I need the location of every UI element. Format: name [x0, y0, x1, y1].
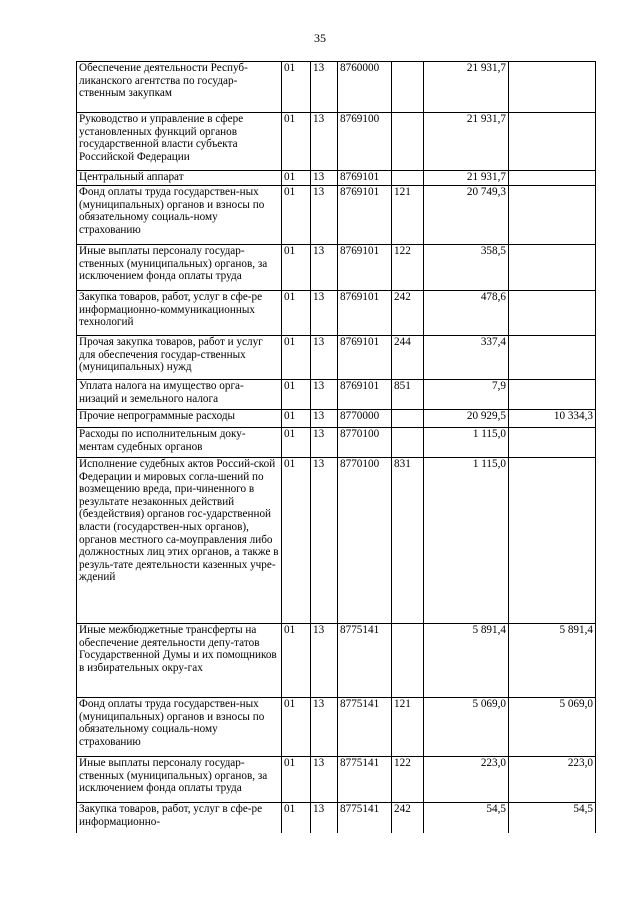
row-target-code: 8770100 — [338, 428, 392, 458]
row-target-code: 8775141 — [338, 624, 392, 698]
table-row — [77, 757, 596, 803]
row-amount-federal: 5 069,0 — [509, 698, 596, 757]
row-name: Закупка товаров, работ, услуг в сфе-ре информационно- — [77, 803, 282, 833]
row-section-code: 01 — [282, 62, 311, 113]
row-amount-federal — [509, 171, 596, 186]
row-expense-type-code: 122 — [392, 245, 424, 291]
row-amount: 20 929,5 — [424, 410, 509, 428]
row-target-code: 8770000 — [338, 410, 392, 428]
budget-table-body — [77, 62, 596, 833]
row-subsection-code: 13 — [311, 245, 338, 291]
row-target-code: 8760000 — [338, 62, 392, 113]
row-amount-federal — [509, 186, 596, 245]
row-name: Закупка товаров, работ, услуг в сфе-ре информационно-коммуникационных технологий — [77, 291, 282, 336]
row-amount: 1 115,0 — [424, 428, 509, 458]
row-subsection-code: 13 — [311, 186, 338, 245]
row-amount: 5 069,0 — [424, 698, 509, 757]
row-amount-federal: 10 334,3 — [509, 410, 596, 428]
row-name: Исполнение судебных актов Россий-ской Федерации и мировых согла-шений по возмещению вреда, при-чиненного в результате незаконных действий (бездействия) органов гос-ударственной власти (государствен-ных органов), органов местного са-моуправления либо должностных лиц этих органов, а также в резуль-тате деятельности казенных учре-ждений — [77, 458, 282, 624]
row-amount-federal — [509, 380, 596, 410]
table-row — [77, 291, 596, 336]
table-row — [77, 186, 596, 245]
row-section-code: 01 — [282, 428, 311, 458]
row-section-code: 01 — [282, 803, 311, 833]
row-target-code: 8775141 — [338, 698, 392, 757]
row-subsection-code: 13 — [311, 757, 338, 803]
row-target-code: 8769100 — [338, 113, 392, 171]
row-subsection-code: 13 — [311, 291, 338, 336]
row-section-code: 01 — [282, 757, 311, 803]
row-amount-federal — [509, 458, 596, 624]
row-target-code: 8775141 — [338, 757, 392, 803]
table-row — [77, 624, 596, 698]
row-section-code: 01 — [282, 336, 311, 380]
row-name: Прочие непрограммные расходы — [77, 410, 282, 428]
row-amount: 223,0 — [424, 757, 509, 803]
row-section-code: 01 — [282, 624, 311, 698]
row-amount: 478,6 — [424, 291, 509, 336]
table-row — [77, 698, 596, 757]
row-subsection-code: 13 — [311, 410, 338, 428]
row-amount-federal — [509, 291, 596, 336]
row-expense-type-code — [392, 410, 424, 428]
row-expense-type-code — [392, 113, 424, 171]
row-target-code: 8769101 — [338, 336, 392, 380]
row-subsection-code: 13 — [311, 428, 338, 458]
row-target-code: 8770100 — [338, 458, 392, 624]
row-subsection-code: 13 — [311, 62, 338, 113]
row-target-code: 8769101 — [338, 245, 392, 291]
row-section-code: 01 — [282, 698, 311, 757]
row-expense-type-code — [392, 62, 424, 113]
row-section-code: 01 — [282, 186, 311, 245]
row-name: Иные межбюджетные трансферты на обеспечение деятельности депу-татов Государственной Думы и их помощников в избирательных окру-гах — [77, 624, 282, 698]
row-expense-type-code: 242 — [392, 291, 424, 336]
row-section-code: 01 — [282, 380, 311, 410]
budget-table — [76, 61, 596, 833]
row-expense-type-code: 242 — [392, 803, 424, 833]
row-expense-type-code: 831 — [392, 458, 424, 624]
row-name: Прочая закупка товаров, работ и услуг для обеспечения государ-ственных (муниципальных) нужд — [77, 336, 282, 380]
row-amount-federal — [509, 113, 596, 171]
row-amount: 21 931,7 — [424, 113, 509, 171]
row-amount: 358,5 — [424, 245, 509, 291]
row-amount-federal — [509, 336, 596, 380]
row-amount-federal — [509, 245, 596, 291]
row-name: Фонд оплаты труда государствен-ных (муниципальных) органов и взносы по обязательному социаль-ному страхованию — [77, 186, 282, 245]
row-section-code: 01 — [282, 458, 311, 624]
row-name: Расходы по исполнительным доку-ментам судебных органов — [77, 428, 282, 458]
row-name: Центральный аппарат — [77, 171, 282, 186]
row-name: Обеспечение деятельности Респуб-ликанского агентства по государ-ственным закупкам — [77, 62, 282, 113]
row-subsection-code: 13 — [311, 803, 338, 833]
row-name: Уплата налога на имущество орга-низаций и земельного налога — [77, 380, 282, 410]
row-section-code: 01 — [282, 113, 311, 171]
table-row — [77, 458, 596, 624]
row-name: Фонд оплаты труда государствен-ных (муниципальных) органов и взносы по обязательному социаль-ному страхованию — [77, 698, 282, 757]
row-subsection-code: 13 — [311, 113, 338, 171]
row-amount: 21 931,7 — [424, 62, 509, 113]
row-subsection-code: 13 — [311, 336, 338, 380]
row-amount: 20 749,3 — [424, 186, 509, 245]
row-target-code: 8769101 — [338, 291, 392, 336]
row-target-code: 8769101 — [338, 380, 392, 410]
page-number: 35 — [314, 31, 326, 45]
row-target-code: 8769101 — [338, 171, 392, 186]
table-row — [77, 803, 596, 833]
row-amount-federal — [509, 62, 596, 113]
row-amount: 54,5 — [424, 803, 509, 833]
row-amount: 7,9 — [424, 380, 509, 410]
row-expense-type-code: 851 — [392, 380, 424, 410]
row-expense-type-code — [392, 624, 424, 698]
table-row — [77, 113, 596, 171]
row-amount-federal — [509, 428, 596, 458]
row-target-code: 8775141 — [338, 803, 392, 833]
row-subsection-code: 13 — [311, 458, 338, 624]
row-expense-type-code — [392, 428, 424, 458]
table-row — [77, 245, 596, 291]
row-name: Руководство и управление в сфере установленных функций органов государственной власти субъекта Российской Федерации — [77, 113, 282, 171]
table-row — [77, 410, 596, 428]
row-subsection-code: 13 — [311, 624, 338, 698]
row-name: Иные выплаты персоналу государ-ственных (муниципальных) органов, за исключением фонда оплаты труда — [77, 245, 282, 291]
row-expense-type-code: 121 — [392, 698, 424, 757]
row-expense-type-code: 121 — [392, 186, 424, 245]
row-section-code: 01 — [282, 410, 311, 428]
table-row — [77, 171, 596, 186]
row-subsection-code: 13 — [311, 698, 338, 757]
row-amount: 5 891,4 — [424, 624, 509, 698]
row-amount: 337,4 — [424, 336, 509, 380]
table-row — [77, 336, 596, 380]
row-amount: 1 115,0 — [424, 458, 509, 624]
row-subsection-code: 13 — [311, 171, 338, 186]
row-section-code: 01 — [282, 171, 311, 186]
row-section-code: 01 — [282, 291, 311, 336]
table-row — [77, 428, 596, 458]
table-row — [77, 62, 596, 113]
row-expense-type-code: 122 — [392, 757, 424, 803]
row-expense-type-code — [392, 171, 424, 186]
row-amount-federal: 5 891,4 — [509, 624, 596, 698]
row-amount: 21 931,7 — [424, 171, 509, 186]
row-amount-federal: 54,5 — [509, 803, 596, 833]
row-name: Иные выплаты персоналу государ-ственных (муниципальных) органов, за исключением фонда оплаты труда — [77, 757, 282, 803]
table-row — [77, 380, 596, 410]
row-target-code: 8769101 — [338, 186, 392, 245]
row-expense-type-code: 244 — [392, 336, 424, 380]
row-section-code: 01 — [282, 245, 311, 291]
row-amount-federal: 223,0 — [509, 757, 596, 803]
row-subsection-code: 13 — [311, 380, 338, 410]
